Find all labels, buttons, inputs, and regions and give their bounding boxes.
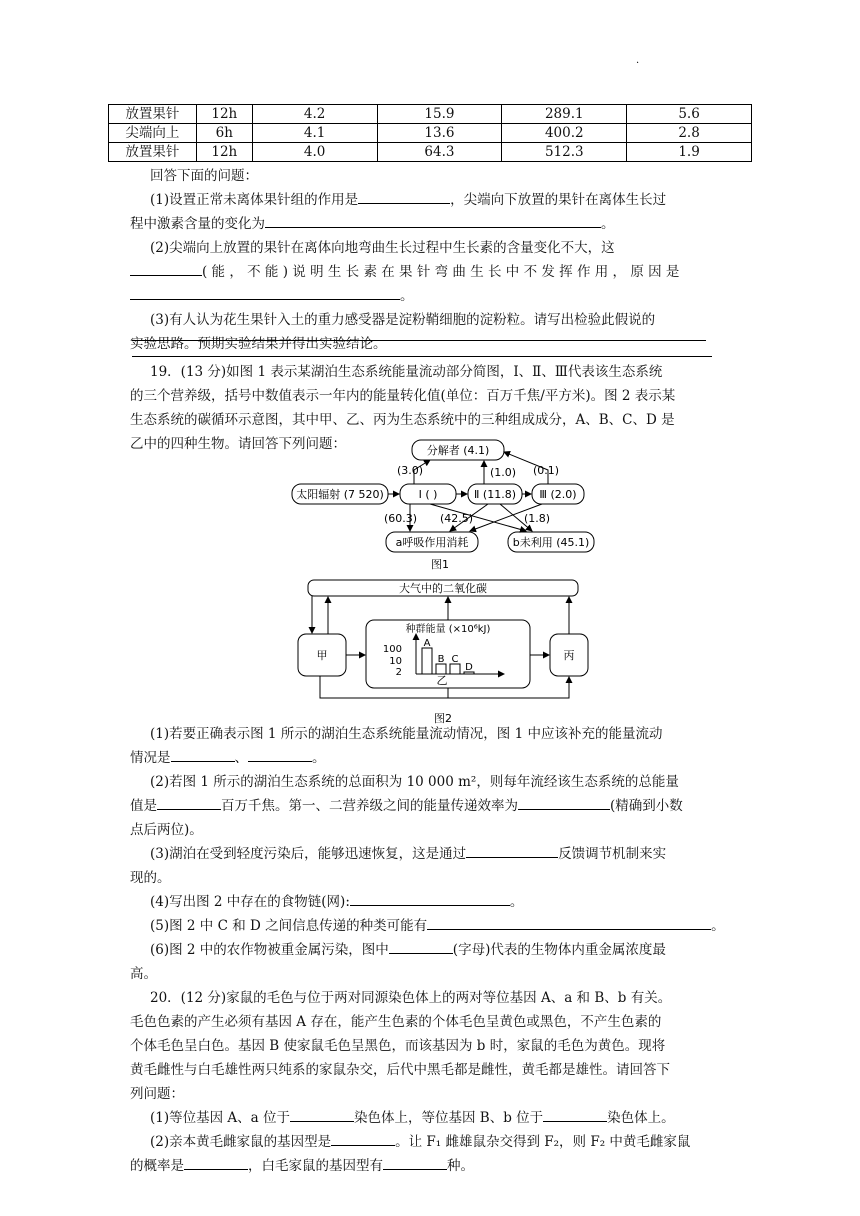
q20-line4: 黄毛雌性与白毛雄性两只纯系的家鼠杂交，后代中黑毛都是雌性，黄毛都是雄性。请回答下 [130, 1062, 670, 1078]
bar-label: B [437, 654, 445, 666]
tick-label: 100 [382, 644, 402, 655]
jia-label: 甲 [316, 649, 328, 662]
table-cell: 400.2 [502, 124, 627, 143]
answer-blank[interactable] [427, 915, 711, 930]
table-cell: 13.6 [377, 124, 502, 143]
answer-blank[interactable] [383, 1155, 447, 1170]
q19-q1: (1)若要正确表示图 1 所示的湖泊生态系统能量流动情况，图 1 中应该补充的能量流动 [150, 726, 663, 742]
value-label: (42.5) [440, 512, 474, 525]
q19-q3-cont: 现的。 [130, 870, 171, 886]
table-cell: 1.9 [627, 143, 752, 162]
q19-q3: (3)湖泊在受到轻度污染后，能够迅速恢复，这是通过 反馈调节机制来实 [150, 842, 750, 866]
answer-blank[interactable] [184, 1155, 248, 1170]
value-label: (1.0) [490, 466, 517, 479]
q19-q2: (2)若图 1 所示的湖泊生态系统的总面积为 10 000 m²，则每年流经该生态系统的总能量 [150, 774, 679, 790]
table-cell: 289.1 [502, 105, 627, 124]
answer-blank[interactable] [265, 213, 601, 228]
table-cell: 6h [196, 124, 252, 143]
level3-label: Ⅲ (2.0) [539, 488, 577, 501]
answer-blank[interactable] [290, 1107, 354, 1122]
q19-line4: 乙中的四种生物。请回答下列问题： [130, 436, 346, 452]
q20-line5: 列问题： [130, 1086, 184, 1102]
answer-blank[interactable] [543, 1107, 607, 1122]
answer-blank[interactable] [466, 843, 558, 858]
data-table [108, 104, 752, 162]
table-cell: 尖端向上 [109, 124, 197, 143]
table-cell: 64.3 [377, 143, 502, 162]
table-cell: 2.8 [627, 124, 752, 143]
bar-label: A [423, 638, 431, 649]
value-label: (1.8) [524, 512, 551, 525]
figure2-caption: 图2 [434, 712, 452, 725]
answer-line[interactable] [132, 340, 706, 341]
table-cell: 512.3 [502, 143, 627, 162]
answer-blank[interactable] [130, 261, 202, 276]
q18-part1: (1)设置正常未离体果针组的作用是 ，尖端向下放置的果针在离体生长过 [150, 188, 750, 212]
q20-line2: 毛色色素的产生必须有基因 A 存在，能产生色素的个体毛色呈黄色或黑色，不产生色素的 [130, 1014, 662, 1030]
table-cell: 15.9 [377, 105, 502, 124]
q19-q2-cont: 值是 百万千焦。第一、二营养级之间的能量传递效率为 (精确到小数 [130, 794, 730, 818]
q20-q2: (2)亲本黄毛雌家鼠的基因型是 。让 F₁ 雌雄鼠杂交得到 F₂，则 F₂ 中黄毛雌家鼠 [150, 1130, 750, 1154]
q20-line1: 20．(12 分)家鼠的毛色与位于两对同源染色体上的两对等位基因 A、a 和 B、b 有关。 [150, 990, 672, 1006]
carbon-cycle-diagram [290, 576, 590, 726]
q19-line1: 19．(13 分)如图 1 表示某湖泊生态系统能量流动部分简图，Ⅰ、Ⅱ、Ⅲ代表该生态系统 [150, 364, 663, 380]
bar-label: C [451, 654, 459, 666]
answer-line[interactable] [132, 356, 712, 357]
sun-label: 太阳辐射 (7 520) [296, 488, 384, 501]
answer-blank[interactable] [248, 747, 312, 762]
bar-c [450, 664, 460, 674]
q18-part2: (2)尖端向上放置的果针在离体向地弯曲生长过程中生长素的含量变化不大，这 [150, 240, 615, 256]
q19-line2: 的三个营养级，括号中数值表示一年内的能量转化值(单位：百万千焦/平方米)。图 2 表示某 [130, 388, 676, 404]
table-cell: 4.0 [252, 143, 377, 162]
answer-blank[interactable] [130, 285, 400, 300]
q18-part2-cont: ( 能 ， 不 能 ) 说 明 生 长 素 在 果 针 弯 曲 生 长 中 不 发 挥 作 用 ， 原 因 是 [130, 260, 730, 284]
table-cell: 12h [196, 143, 252, 162]
level1-label: Ⅰ ( ) [418, 488, 438, 501]
q19-line3: 生态系统的碳循环示意图，其中甲、乙、丙为生态系统中的三种组成成分，A、B、C、D 是 [130, 412, 675, 428]
q18-part3-cont: 实验思路。预期实验结果并得出实验结论。 [130, 336, 387, 352]
table-row [109, 105, 752, 124]
corner-mark: · [636, 58, 640, 69]
unused-label: b未利用 (45.1) [512, 536, 590, 549]
bar-label: D [465, 662, 473, 673]
table-cell: 5.6 [627, 105, 752, 124]
table-cell: 4.1 [252, 124, 377, 143]
respiration-label: a呼吸作用消耗 [395, 536, 469, 549]
level2-label: Ⅱ (11.8) [474, 488, 516, 501]
answer-blank[interactable] [171, 747, 235, 762]
q18-intro: 回答下面的问题： [150, 168, 258, 184]
energy-flow-diagram [280, 436, 600, 572]
table-row [109, 124, 752, 143]
bar-a [422, 648, 432, 674]
value-label: (60.3) [384, 512, 418, 525]
table-cell: 4.2 [252, 105, 377, 124]
q19-q6-cont: 高。 [130, 966, 157, 982]
yi-label: 乙 [436, 674, 448, 687]
chart-ylabel: 种群能量 (×10⁶kJ) [405, 624, 491, 635]
q19-q4: (4)写出图 2 中存在的食物链(网): 。 [150, 890, 750, 914]
q18-part1-cont: 程中激素含量的变化为 。 [130, 212, 730, 236]
figure1-caption: 图1 [431, 558, 449, 571]
answer-blank[interactable] [518, 795, 610, 810]
value-label: (3.0) [396, 464, 424, 477]
q20-q2-cont: 的概率是 ，白毛家鼠的基因型有 种。 [130, 1154, 730, 1178]
answer-blank[interactable] [350, 891, 510, 906]
atmosphere-label: 大气中的二氧化碳 [399, 582, 487, 595]
table-row [109, 143, 752, 162]
bar-b [436, 664, 446, 674]
bing-label: 丙 [563, 649, 575, 662]
q19-q2-end: 点后两位)。 [130, 822, 203, 838]
tick-label: 2 [395, 667, 402, 678]
table-cell: 放置果针 [109, 105, 197, 124]
value-label: (0.1) [532, 464, 560, 477]
q20-q1: (1)等位基因 A、a 位于 染色体上，等位基因 B、b 位于 染色体上。 [150, 1106, 750, 1130]
answer-blank[interactable] [331, 1131, 395, 1146]
table-cell: 放置果针 [109, 143, 197, 162]
q20-line3: 个体毛色呈白色。基因 B 使家鼠毛色呈黑色，而该基因为 b 时，家鼠的毛色为黄色。现将 [130, 1038, 666, 1054]
answer-blank[interactable] [358, 189, 450, 204]
q19-q1-cont: 情况是 、 。 [130, 746, 730, 770]
q18-part3: (3)有人认为花生果针入土的重力感受器是淀粉鞘细胞的淀粉粒。请写出检验此假说的 [150, 312, 656, 328]
q19-q5: (5)图 2 中 C 和 D 之间信息传递的种类可能有 。 [150, 914, 750, 938]
answer-blank[interactable] [157, 795, 221, 810]
decomposer-label: 分解者 (4.1) [426, 444, 490, 457]
answer-blank[interactable] [389, 939, 453, 954]
table-cell: 12h [196, 105, 252, 124]
q19-q6: (6)图 2 中的农作物被重金属污染，图中 (字母)代表的生物体内重金属浓度最 [150, 938, 750, 962]
q18-part2-end: 。 [130, 284, 730, 308]
tick-label: 10 [389, 656, 402, 667]
